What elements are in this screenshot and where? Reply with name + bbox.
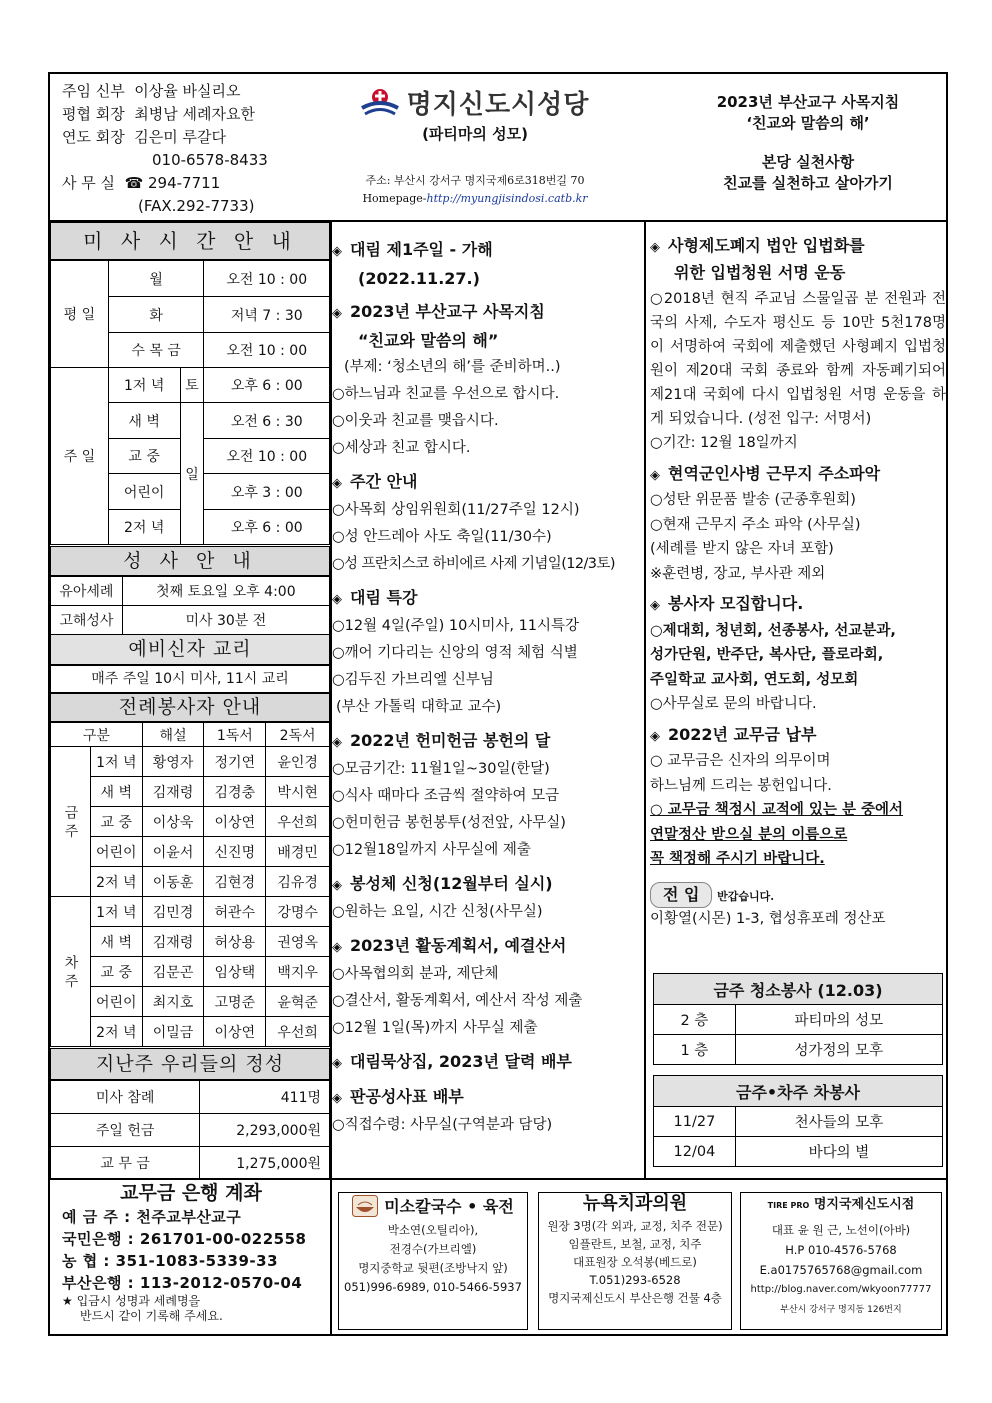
table-cell: 유아세례 xyxy=(51,577,123,606)
table-cell: 교 무 금 xyxy=(51,1147,200,1179)
table-cell: 허상용 xyxy=(204,927,266,957)
text-line: ○12월 1일(목)까지 사무실 제출 xyxy=(332,1020,538,1036)
table-cell: 권영옥 xyxy=(266,927,330,957)
cleaning-table xyxy=(653,973,943,1065)
table-cell: 오전 6 : 30 xyxy=(204,403,330,439)
table-cell: 최지호 xyxy=(142,987,204,1017)
table-cell: 저녁 7 : 30 xyxy=(204,297,330,333)
text-line: “친교와 말씀의 해” xyxy=(358,331,499,350)
table-cell: 2저 녁 xyxy=(90,867,142,897)
table-cell: 미사 30분 전 xyxy=(122,606,329,635)
text-line: ○기간: 12월 18일까지 xyxy=(650,435,798,451)
volunteer-heading: ◈ 봉사자 모집합니다. xyxy=(650,594,804,613)
text-line: T.051)293-6528 xyxy=(589,1273,681,1287)
ad-dental-clinic xyxy=(538,1192,732,1330)
table-cell: 김재령 xyxy=(142,777,204,807)
table-cell: 정기연 xyxy=(204,747,266,777)
text-line: ○직접수령: 사무실(구역분과 담당) xyxy=(332,1117,553,1133)
text-line: ○12월 4일(주일) 10시미사, 11시특강 xyxy=(332,618,580,634)
table-cell: 허관수 xyxy=(204,897,266,927)
church-subtitle: (파티마의 성모) xyxy=(422,125,528,143)
table-cell: 새 벽 xyxy=(90,927,142,957)
text-line: 부산시 강서구 명지동 126번지 xyxy=(780,1305,902,1315)
table-cell: 강명수 xyxy=(266,897,330,927)
diamond-bullet-icon: ◈ xyxy=(332,735,342,750)
text-line: 명지국제신도시 부산은행 건물 4층 xyxy=(548,1291,722,1305)
text-line: ‘친교와 말씀의 해’ xyxy=(746,114,870,132)
notice-heading: ◈ 봉성체 신청(12월부터 실시) xyxy=(332,874,553,893)
diamond-bullet-icon: ◈ xyxy=(332,306,342,321)
ad-restaurant: 미소칼국수 • 육전 박소연(오틸리아), 전경수(가브리엘) 명지중학교 뒷편(조방낙지 앞) 051)996-6989, 010-5466-5937 xyxy=(338,1192,528,1330)
table-cell: 김현경 xyxy=(204,867,266,897)
table-cell: 김재령 xyxy=(142,927,204,957)
text-line: 명지중학교 뒷편(조방낙지 앞) xyxy=(358,1261,508,1275)
text-line: ○결산서, 활동계획서, 예산서 작성 제출 xyxy=(332,993,583,1009)
diamond-bullet-icon: ◈ xyxy=(332,940,342,955)
table-cell: 금주•차주 차봉사 xyxy=(654,1076,943,1107)
welcome-section: 전 입 반갑습니다. xyxy=(650,882,946,910)
diamond-bullet-icon: ◈ xyxy=(650,598,660,613)
text-line: 임플란트, 보철, 교정, 치주 xyxy=(568,1237,702,1251)
text-line: ○헌미헌금 봉헌봉투(성전앞, 사무실) xyxy=(332,815,566,831)
text-line: ○사무실로 문의 바랍니다. xyxy=(650,696,817,712)
table-cell: 오전 10 : 00 xyxy=(204,261,330,297)
text-line: ○성탄 위문품 발송 (군종후원회) xyxy=(650,492,856,508)
table-cell: 2 층 xyxy=(654,1005,736,1035)
table-cell: 성가정의 모후 xyxy=(735,1035,942,1065)
text-line: ○ 교무금은 신자의 의무이며 xyxy=(650,753,831,769)
bank-accounts xyxy=(50,1178,332,1328)
welcome-line: 이황열(시몬) 1-3, 협성휴포레 정산포 xyxy=(650,911,886,927)
table-cell: 우선희 xyxy=(266,1017,330,1047)
table-cell: 백지우 xyxy=(266,957,330,987)
text-line: 본당 실천사항 xyxy=(761,153,855,171)
welcome-badge: 전 입 xyxy=(650,882,712,909)
right-column xyxy=(650,234,946,929)
text-line: ★ 입금시 성명과 세례명을 xyxy=(62,1294,201,1308)
catechumen-text: 매주 주일 10시 미사, 11시 교리 xyxy=(50,665,330,693)
table-cell: 차 주 xyxy=(51,897,91,1047)
table-cell: 어린이 xyxy=(90,837,142,867)
table-cell: 1저 녁 xyxy=(108,368,180,403)
table-cell: 윤인경 xyxy=(266,747,330,777)
liturgy-table xyxy=(50,722,330,1047)
table-cell: 고해성사 xyxy=(51,606,123,635)
table-cell: 오전 10 : 00 xyxy=(204,333,330,368)
text-line: ○모금기간: 11월1일~30일(한달) xyxy=(332,761,550,777)
notice-heading: ◈ 2022년 헌미헌금 봉헌의 달 xyxy=(332,731,551,750)
diamond-bullet-icon: ◈ xyxy=(332,1091,342,1106)
text-line: ○하느님과 친교를 우선으로 합시다. xyxy=(332,386,560,402)
table-cell: 미사 참례 xyxy=(51,1081,200,1114)
text-line: (FAX.292-7733) xyxy=(138,197,255,215)
notice-heading: ◈ 대림묵상집, 2023년 달력 배부 xyxy=(332,1052,572,1071)
table-cell: 새 벽 xyxy=(108,403,180,439)
text-line: 성가단원, 반주단, 복사단, 플로라회, xyxy=(650,647,884,663)
table-cell: 수 목 금 xyxy=(108,333,204,368)
table-cell: 황영자 xyxy=(142,747,204,777)
table-cell: 411명 xyxy=(200,1081,330,1114)
notice-heading: ◈ 대림 제1주일 - 가해 xyxy=(332,240,493,259)
table-cell: 김경충 xyxy=(204,777,266,807)
sunday-label: 주 일 xyxy=(51,368,109,545)
text-line: ○세상과 친교 합시다. xyxy=(332,440,471,456)
sacrament-title: 성 사 안 내 xyxy=(50,546,330,576)
table-cell: 2저 녁 xyxy=(108,510,180,545)
table-cell: 주일 헌금 xyxy=(51,1114,200,1147)
text-line: ○원하는 요일, 시간 신청(사무실) xyxy=(332,904,543,920)
notice-heading: ◈ 2023년 활동계획서, 예결산서 xyxy=(332,936,567,955)
soldier-heading: ◈ 현역군인사병 근무지 주소파악 xyxy=(650,463,881,483)
text-line: 부산은행 : 113-2012-0570-04 xyxy=(62,1274,303,1292)
table-cell: 오후 6 : 00 xyxy=(204,510,330,545)
column-divider-right xyxy=(644,220,646,1178)
diamond-bullet-icon: ◈ xyxy=(650,240,660,255)
weekday-label: 평 일 xyxy=(51,261,109,368)
notice-heading: ◈ 주간 안내 xyxy=(332,472,418,491)
staff-info: 주임 신부 이상율 바실리오 평협 회장 최병남 세례자요한 연도 회장 김은미 루갈다 010-6578-8433 사 무 실 ☎ 294-7711 (FAX.292-7733) xyxy=(62,80,302,218)
text-line: ○사목회 상임위원회(11/27주일 12시) xyxy=(332,502,580,518)
text-line: ○ 교무금 책정시 교적에 있는 분 중에서 xyxy=(650,802,904,818)
text-line: 대표원장 오석봉(베드로) xyxy=(573,1255,697,1269)
table-cell: 12/04 xyxy=(654,1137,736,1167)
table-cell: 이상연 xyxy=(204,807,266,837)
text-line: (부산 가톨릭 대학교 교수) xyxy=(336,699,502,715)
text-line: 010-6578-8433 xyxy=(152,151,268,169)
text-line: H.P 010-4576-5768 xyxy=(785,1243,897,1257)
table-cell: 김유경 xyxy=(266,867,330,897)
text-line: (부제: ‘청소년의 해’를 준비하며..) xyxy=(344,359,561,375)
table-cell: 교 중 xyxy=(90,957,142,987)
text-line: 2023년 부산교구 사목지침 xyxy=(716,93,900,111)
dues-heading: ◈ 2022년 교무금 납부 xyxy=(650,724,817,744)
liturgy-title: 전례봉사자 안내 xyxy=(50,693,330,722)
table-cell: 이윤서 xyxy=(142,837,204,867)
text-line: ○제대회, 청년회, 선종봉사, 선교분과, xyxy=(650,622,896,639)
text-line: ○성 프란치스코 하비에르 사제 기념일(12/3토) xyxy=(332,556,615,572)
table-cell: 배경민 xyxy=(266,837,330,867)
church-name: 명지신도시성당 xyxy=(406,90,590,120)
table-cell: 오후 3 : 00 xyxy=(204,474,330,510)
table-cell: 오전 10 : 00 xyxy=(204,439,330,474)
text-line: ○김두진 가브리엘 신부님 xyxy=(332,672,494,688)
text-line: 교무금 은행 계좌 xyxy=(120,1182,262,1204)
text-line: 반드시 같이 기록해 주세요. xyxy=(80,1309,223,1323)
diamond-bullet-icon: ◈ xyxy=(332,476,342,491)
petition-body: ○2018년 현직 주교님 스물일곱 분 전원과 전국의 사제, 수도자 평신도 등 10만 5천178명이 서명하여 국회에 제출했던 사형폐지 입법청원이 제20대 국회 종료와 함께 자동폐기되어 제21대 국회에 다시 입법청원 서명 운동을 하게 되었습니다. (성전 입구: 서명서) xyxy=(650,291,946,427)
ad-tire-shop: TIRE PRO 명지국제신도시점 대표 윤 원 근, 노선이(아바) H.P 010-4576-5768 E.a0175765768@gmail.com http://blog.naver.com/wkyoon77777 부산시 강서구 명지동 126번지 xyxy=(740,1192,942,1330)
text-line: 하느님께 드리는 봉헌입니다. xyxy=(650,777,832,794)
text-line: ※훈련병, 장교, 부사관 제외 xyxy=(650,565,826,582)
table-cell: 김문곤 xyxy=(142,957,204,987)
table-cell: 오후 6 : 00 xyxy=(204,368,330,403)
text-line: 원장 3명(각 외과, 교정, 치주 전문) xyxy=(547,1219,723,1233)
table-cell: 이동훈 xyxy=(142,867,204,897)
table-cell: 고명준 xyxy=(204,987,266,1017)
homepage: Homepage-http://myungjisindosi.catb.kr xyxy=(362,192,588,205)
offering-table xyxy=(50,1080,330,1179)
table-cell: 구분 xyxy=(51,723,143,747)
table-cell: 1독서 xyxy=(204,723,266,747)
text-line: 뉴욕치과의원 xyxy=(582,1193,688,1214)
text-line: 주일학교 교사회, 연도회, 성모회 xyxy=(650,671,859,688)
table-cell: 새 벽 xyxy=(90,777,142,807)
diamond-bullet-icon: ◈ xyxy=(332,1056,342,1071)
table-cell: 어린이 xyxy=(108,474,180,510)
table-cell: 토 xyxy=(180,368,204,403)
diamond-bullet-icon: ◈ xyxy=(332,878,342,893)
text-line: ○성 안드레아 사도 축일(11/30수) xyxy=(332,529,552,545)
text-line: ○12월18일까지 사무실에 제출 xyxy=(332,842,531,858)
homepage-link[interactable]: http://myungjisindosi.catb.kr xyxy=(426,192,588,205)
text-line: ○이웃과 친교를 맺읍시다. xyxy=(332,413,499,429)
petition-heading: ◈ 사형제도폐지 법안 입법화를 xyxy=(650,236,865,255)
notice-heading: ◈ 대림 특강 xyxy=(332,588,418,607)
text-line: ○깨어 기다리는 신앙의 영적 체험 식별 xyxy=(332,645,578,661)
table-cell: 첫째 토요일 오후 4:00 xyxy=(122,577,329,606)
table-cell: 교 중 xyxy=(108,439,180,474)
text-line: (세례를 받지 않은 자녀 포함) xyxy=(650,541,834,557)
table-cell: 1저 녁 xyxy=(90,747,142,777)
noodle-bowl-icon xyxy=(352,1195,378,1217)
offering-title: 지난주 우리들의 정성 xyxy=(50,1048,330,1080)
text-line: ○현재 근무지 주소 파악 (사무실) xyxy=(650,516,861,533)
table-cell: 우선희 xyxy=(266,807,330,837)
table-cell: 박시현 xyxy=(266,777,330,807)
table-cell: 바다의 별 xyxy=(735,1137,942,1167)
text-line: 박소연(오틸리아), xyxy=(387,1223,479,1237)
table-cell: 금 주 xyxy=(51,747,91,897)
text-line: http://blog.naver.com/wkyoon77777 xyxy=(750,1284,932,1295)
text-line: 친교를 실천하고 살아가기 xyxy=(723,174,893,192)
middle-column xyxy=(332,236,642,1139)
mass-times-table xyxy=(50,260,330,545)
table-cell: 월 xyxy=(108,261,204,297)
table-cell: 1저 녁 xyxy=(90,897,142,927)
table-cell: 파티마의 성모 xyxy=(735,1005,942,1035)
table-cell: 임상택 xyxy=(204,957,266,987)
bulletin-frame xyxy=(48,72,948,1336)
text-line: 전경수(가브리엘) xyxy=(389,1242,477,1256)
text-line: ○식사 때마다 조금씩 절약하여 모금 xyxy=(332,788,560,804)
table-cell: 윤혁준 xyxy=(266,987,330,1017)
notice-heading: ◈ 판공성사표 배부 xyxy=(332,1087,464,1106)
text-line: 051)996-6989, 010-5466-5937 xyxy=(344,1280,522,1294)
pastoral-motto xyxy=(672,92,944,194)
table-cell: 11/27 xyxy=(654,1107,736,1137)
mass-times-title: 미 사 시 간 안 내 xyxy=(50,222,330,260)
text-line: E.a0175765768@gmail.com xyxy=(759,1263,923,1277)
table-cell: 1,275,000원 xyxy=(200,1147,330,1179)
church-header xyxy=(310,84,640,205)
text-line: ○사목협의회 분과, 제단체 xyxy=(332,966,499,982)
table-cell: 2저 녁 xyxy=(90,1017,142,1047)
catechumen-title: 예비신자 교리 xyxy=(50,634,330,665)
text-line: 연말정산 받으실 분의 이름으로 xyxy=(650,826,848,843)
diamond-bullet-icon: ◈ xyxy=(332,244,342,259)
table-cell: 해설 xyxy=(142,723,204,747)
table-cell: 일 xyxy=(180,403,204,545)
table-cell: 교 중 xyxy=(90,807,142,837)
text-line: 꼭 책정해 주시기 바랍니다. xyxy=(650,851,825,867)
notice-heading: ◈ 2023년 부산교구 사목지침 xyxy=(332,302,545,321)
table-cell: 금주 청소봉사 (12.03) xyxy=(654,974,943,1005)
table-cell: 이밀금 xyxy=(142,1017,204,1047)
table-cell: 이상연 xyxy=(204,1017,266,1047)
diamond-bullet-icon: ◈ xyxy=(650,728,660,744)
tea-service-table xyxy=(653,1075,943,1167)
table-cell: 2독서 xyxy=(266,723,330,747)
table-cell: 이상욱 xyxy=(142,807,204,837)
table-cell: 1 층 xyxy=(654,1035,736,1065)
church-logo-icon xyxy=(361,88,399,118)
table-cell: 어린이 xyxy=(90,987,142,1017)
diamond-bullet-icon: ◈ xyxy=(650,467,660,483)
text-line: 국민은행 : 261701-00-022558 xyxy=(62,1230,307,1248)
table-cell: 천사들의 모후 xyxy=(735,1107,942,1137)
text-line: (2022.11.27.) xyxy=(358,269,480,288)
table-cell: 화 xyxy=(108,297,204,333)
text-line: 위한 입법청원 서명 운동 xyxy=(674,262,846,282)
text-line: 농 협 : 351-1083-5339-33 xyxy=(62,1252,279,1270)
table-cell: 2,293,000원 xyxy=(200,1114,330,1147)
table-cell: 신진명 xyxy=(204,837,266,867)
text-line: 예 금 주 : 천주교부산교구 xyxy=(62,1208,242,1226)
text-line: 대표 윤 원 근, 노선이(아바) xyxy=(771,1223,911,1237)
diamond-bullet-icon: ◈ xyxy=(332,592,342,607)
sacrament-table xyxy=(50,576,330,635)
address: 주소: 부산시 강서구 명지국제6로318번길 70 xyxy=(365,174,585,187)
table-cell: 김민경 xyxy=(142,897,204,927)
